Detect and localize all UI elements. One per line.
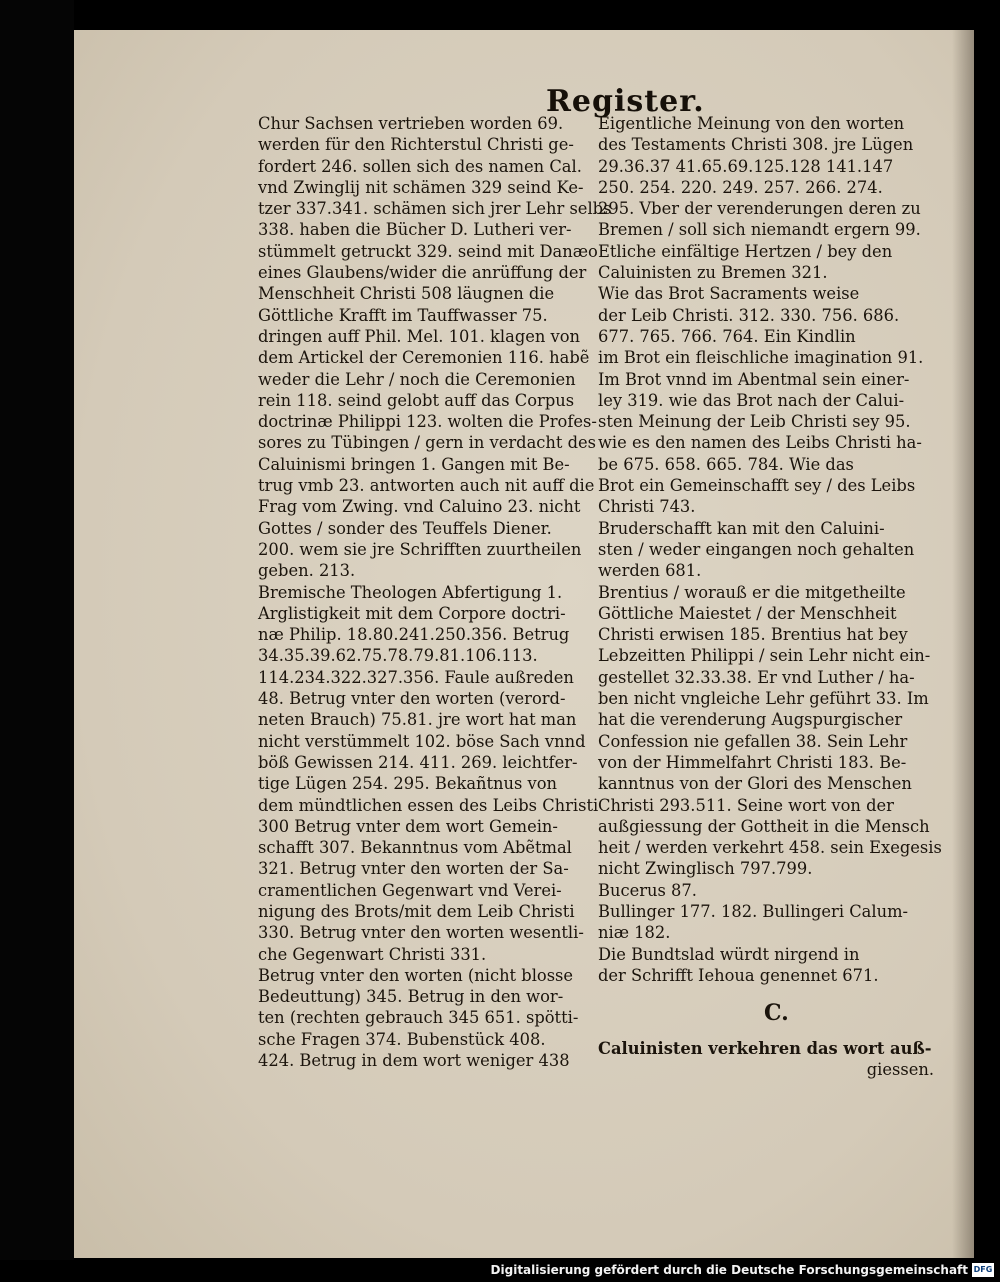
text-line: Etliche einfältige Hertzen / bey den — [598, 241, 893, 261]
text-line: Wie das Brot Sacraments weise — [598, 284, 860, 304]
section-letter: C. — [764, 1000, 789, 1026]
text-line: des Testaments Christi 308. jre Lügen — [598, 135, 914, 155]
text-line: der Leib Christi. 312. 330. 756. 686. — [598, 305, 900, 325]
text-line: geben. 213. — [258, 561, 356, 581]
text-line: Menschheit Christi 508 läugnen die — [258, 284, 555, 304]
text-line: 321. Betrug vnter den worten der Sa- — [258, 859, 569, 879]
text-line: 424. Betrug in dem wort weniger 438 — [258, 1051, 570, 1071]
text-line: be 675. 658. 665. 784. Wie das — [598, 454, 854, 474]
text-line: ben nicht vngleiche Lehr geführt 33. Im — [598, 689, 929, 709]
text-line: sche Fragen 374. Bubenstück 408. — [258, 1029, 546, 1049]
text-line: Christi erwisen 185. Brentius hat bey — [598, 625, 908, 645]
text-line: sten Meinung der Leib Christi sey 95. — [598, 412, 911, 432]
text-line: nigung des Brots/mit dem Leib Christi — [258, 901, 575, 921]
text-line: werden für den Richterstul Christi ge- — [258, 135, 574, 155]
text-line: Betrug vnter den worten (nicht blosse — [258, 965, 574, 985]
text-line: 330. Betrug vnter den worten wesentli- — [258, 923, 584, 943]
text-line: Bruderschafft kan mit den Caluini- — [598, 518, 885, 538]
text-line: fordert 246. sollen sich des namen Cal. — [258, 156, 582, 176]
page-gutter-shadow — [952, 30, 974, 1258]
text-line: ley 319. wie das Brot nach der Calui- — [598, 390, 905, 410]
text-line: Göttliche Krafft im Tauffwasser 75. — [258, 305, 548, 325]
text-line: kanntnus von der Glori des Menschen — [598, 774, 912, 794]
text-line: sores zu Tübingen / gern in verdacht des — [258, 433, 597, 453]
text-line: næ Philip. 18.80.241.250.356. Betrug — [258, 625, 570, 645]
text-line: Die Bundtslad würdt nirgend in — [598, 944, 860, 964]
text-line: 200. wem sie jre Schrifften zuurtheilen — [258, 539, 582, 559]
text-line: stümmelt getruckt 329. seind mit Danæo — [258, 241, 598, 261]
text-line: heit / werden verkehrt 458. sein Exegesis — [598, 838, 942, 858]
text-line: Christi 293.511. Seine wort von der — [598, 795, 894, 815]
text-line: 250. 254. 220. 249. 257. 266. 274. — [598, 177, 883, 197]
text-line: Im Brot vnnd im Abentmal sein einer- — [598, 369, 910, 389]
right-column — [598, 113, 942, 1081]
text-line: rein 118. seind gelobt auff das Corpus — [258, 390, 575, 410]
text-line: dem mündtlichen essen des Leibs Christi — [258, 795, 599, 815]
text-line: nicht Zwinglisch 797.799. — [598, 859, 813, 879]
text-line: Caluinisten zu Bremen 321. — [598, 263, 828, 283]
text-line: von der Himmelfahrt Christi 183. Be- — [598, 752, 907, 772]
text-line: 48. Betrug vnter den worten (verord- — [258, 689, 566, 709]
text-line: Caluinisten verkehren das wort auß- — [598, 1039, 932, 1059]
text-line: schafft 307. Bekanntnus vom Abẽtmal — [258, 838, 572, 858]
text-line: dringen auff Phil. Mel. 101. klagen von — [258, 326, 581, 346]
text-line: vnd Zwinglij nit schämen 329 seind Ke- — [258, 177, 584, 197]
text-line: Frag vom Zwing. vnd Caluino 23. nicht — [258, 497, 581, 517]
text-line: böß Gewissen 214. 411. 269. leichtfer- — [258, 752, 578, 772]
text-line: werden 681. — [598, 561, 702, 581]
text-line: Christi 743. — [598, 497, 696, 517]
running-title: Register. — [546, 84, 705, 119]
text-line: 114.234.322.327.356. Faule außreden — [258, 667, 574, 687]
text-line: hat die verenderung Augspurgischer — [598, 710, 903, 730]
text-line: che Gegenwart Christi 331. — [258, 944, 487, 964]
text-line: 338. haben die Bücher D. Lutheri ver- — [258, 220, 572, 240]
text-line: Lebzeitten Philippi / sein Lehr nicht ein- — [598, 646, 931, 666]
catchword: giessen. — [866, 1060, 934, 1080]
text-line: 677. 765. 766. 764. Ein Kindlin — [598, 326, 856, 346]
text-line: der Schrifft Iehoua genennet 671. — [598, 965, 879, 985]
text-line: Brot ein Gemeinschafft sey / des Leibs — [598, 476, 916, 496]
text-line: nicht verstümmelt 102. böse Sach vnnd — [258, 731, 586, 751]
text-line: niæ 182. — [598, 923, 671, 943]
text-line: weder die Lehr / noch die Ceremonien — [258, 369, 576, 389]
text-line: gestellet 32.33.38. Er vnd Luther / ha- — [598, 667, 915, 687]
text-line: doctrinæ Philippi 123. wolten die Profes- — [258, 412, 597, 432]
text-line: Chur Sachsen vertrieben worden 69. — [258, 114, 564, 133]
text-line: Bedeuttung) 345. Betrug in den wor- — [258, 987, 564, 1007]
text-line: Bullinger 177. 182. Bullingeri Calum- — [598, 901, 909, 921]
text-line: tzer 337.341. schämen sich jrer Lehr selbs — [258, 199, 612, 219]
footer-credit: Digitalisierung gefördert durch die Deutsche Forschungsgemeinschaft — [490, 1263, 968, 1277]
text-line: 300 Betrug vnter dem wort Gemein- — [258, 816, 558, 836]
dfg-logo-icon: DFG — [972, 1263, 994, 1277]
text-line: 295. Vber der verenderungen deren zu — [598, 199, 921, 219]
text-line: ten (rechten gebrauch 345 651. spötti- — [258, 1008, 579, 1028]
scan-frame-left — [0, 0, 74, 1260]
text-line: wie es den namen des Leibs Christi ha- — [598, 433, 922, 453]
text-line: Gottes / sonder des Teuffels Diener. — [258, 518, 552, 538]
text-line: 29.36.37 41.65.69.125.128 141.147 — [598, 156, 894, 176]
text-line: tige Lügen 254. 295. Bekañtnus von — [258, 774, 558, 794]
text-line: Eigentliche Meinung von den worten — [598, 114, 905, 133]
text-line: cramentlichen Gegenwart vnd Verei- — [258, 880, 562, 900]
text-line: Göttliche Maiestet / der Menschheit — [598, 603, 897, 623]
text-line: außgiessung der Gottheit in die Mensch — [598, 816, 930, 836]
text-line: Bremische Theologen Abfertigung 1. — [258, 582, 563, 602]
text-line: Brentius / worauß er die mitgetheilte — [598, 582, 906, 602]
text-line: Bremen / soll sich niemandt ergern 99. — [598, 220, 921, 240]
text-line: 34.35.39.62.75.78.79.81.106.113. — [258, 646, 538, 666]
text-line: eines Glaubens/wider die anrüffung der — [258, 263, 587, 283]
text-line: sten / weder eingangen noch gehalten — [598, 539, 915, 559]
text-line: im Brot ein fleischliche imagination 91. — [598, 348, 924, 368]
text-line: dem Artickel der Ceremonien 116. habẽ — [258, 348, 590, 368]
text-line: trug vmb 23. antworten auch nit auff die — [258, 476, 595, 496]
left-column — [258, 113, 612, 1071]
text-line: Arglistigkeit mit dem Corpore doctri- — [258, 603, 566, 623]
text-line: neten Brauch) 75.81. jre wort hat man — [258, 710, 577, 730]
text-line: Bucerus 87. — [598, 880, 697, 900]
text-line: Confession nie gefallen 38. Sein Lehr — [598, 731, 908, 751]
text-line: Caluinismi bringen 1. Gangen mit Be- — [258, 454, 570, 474]
